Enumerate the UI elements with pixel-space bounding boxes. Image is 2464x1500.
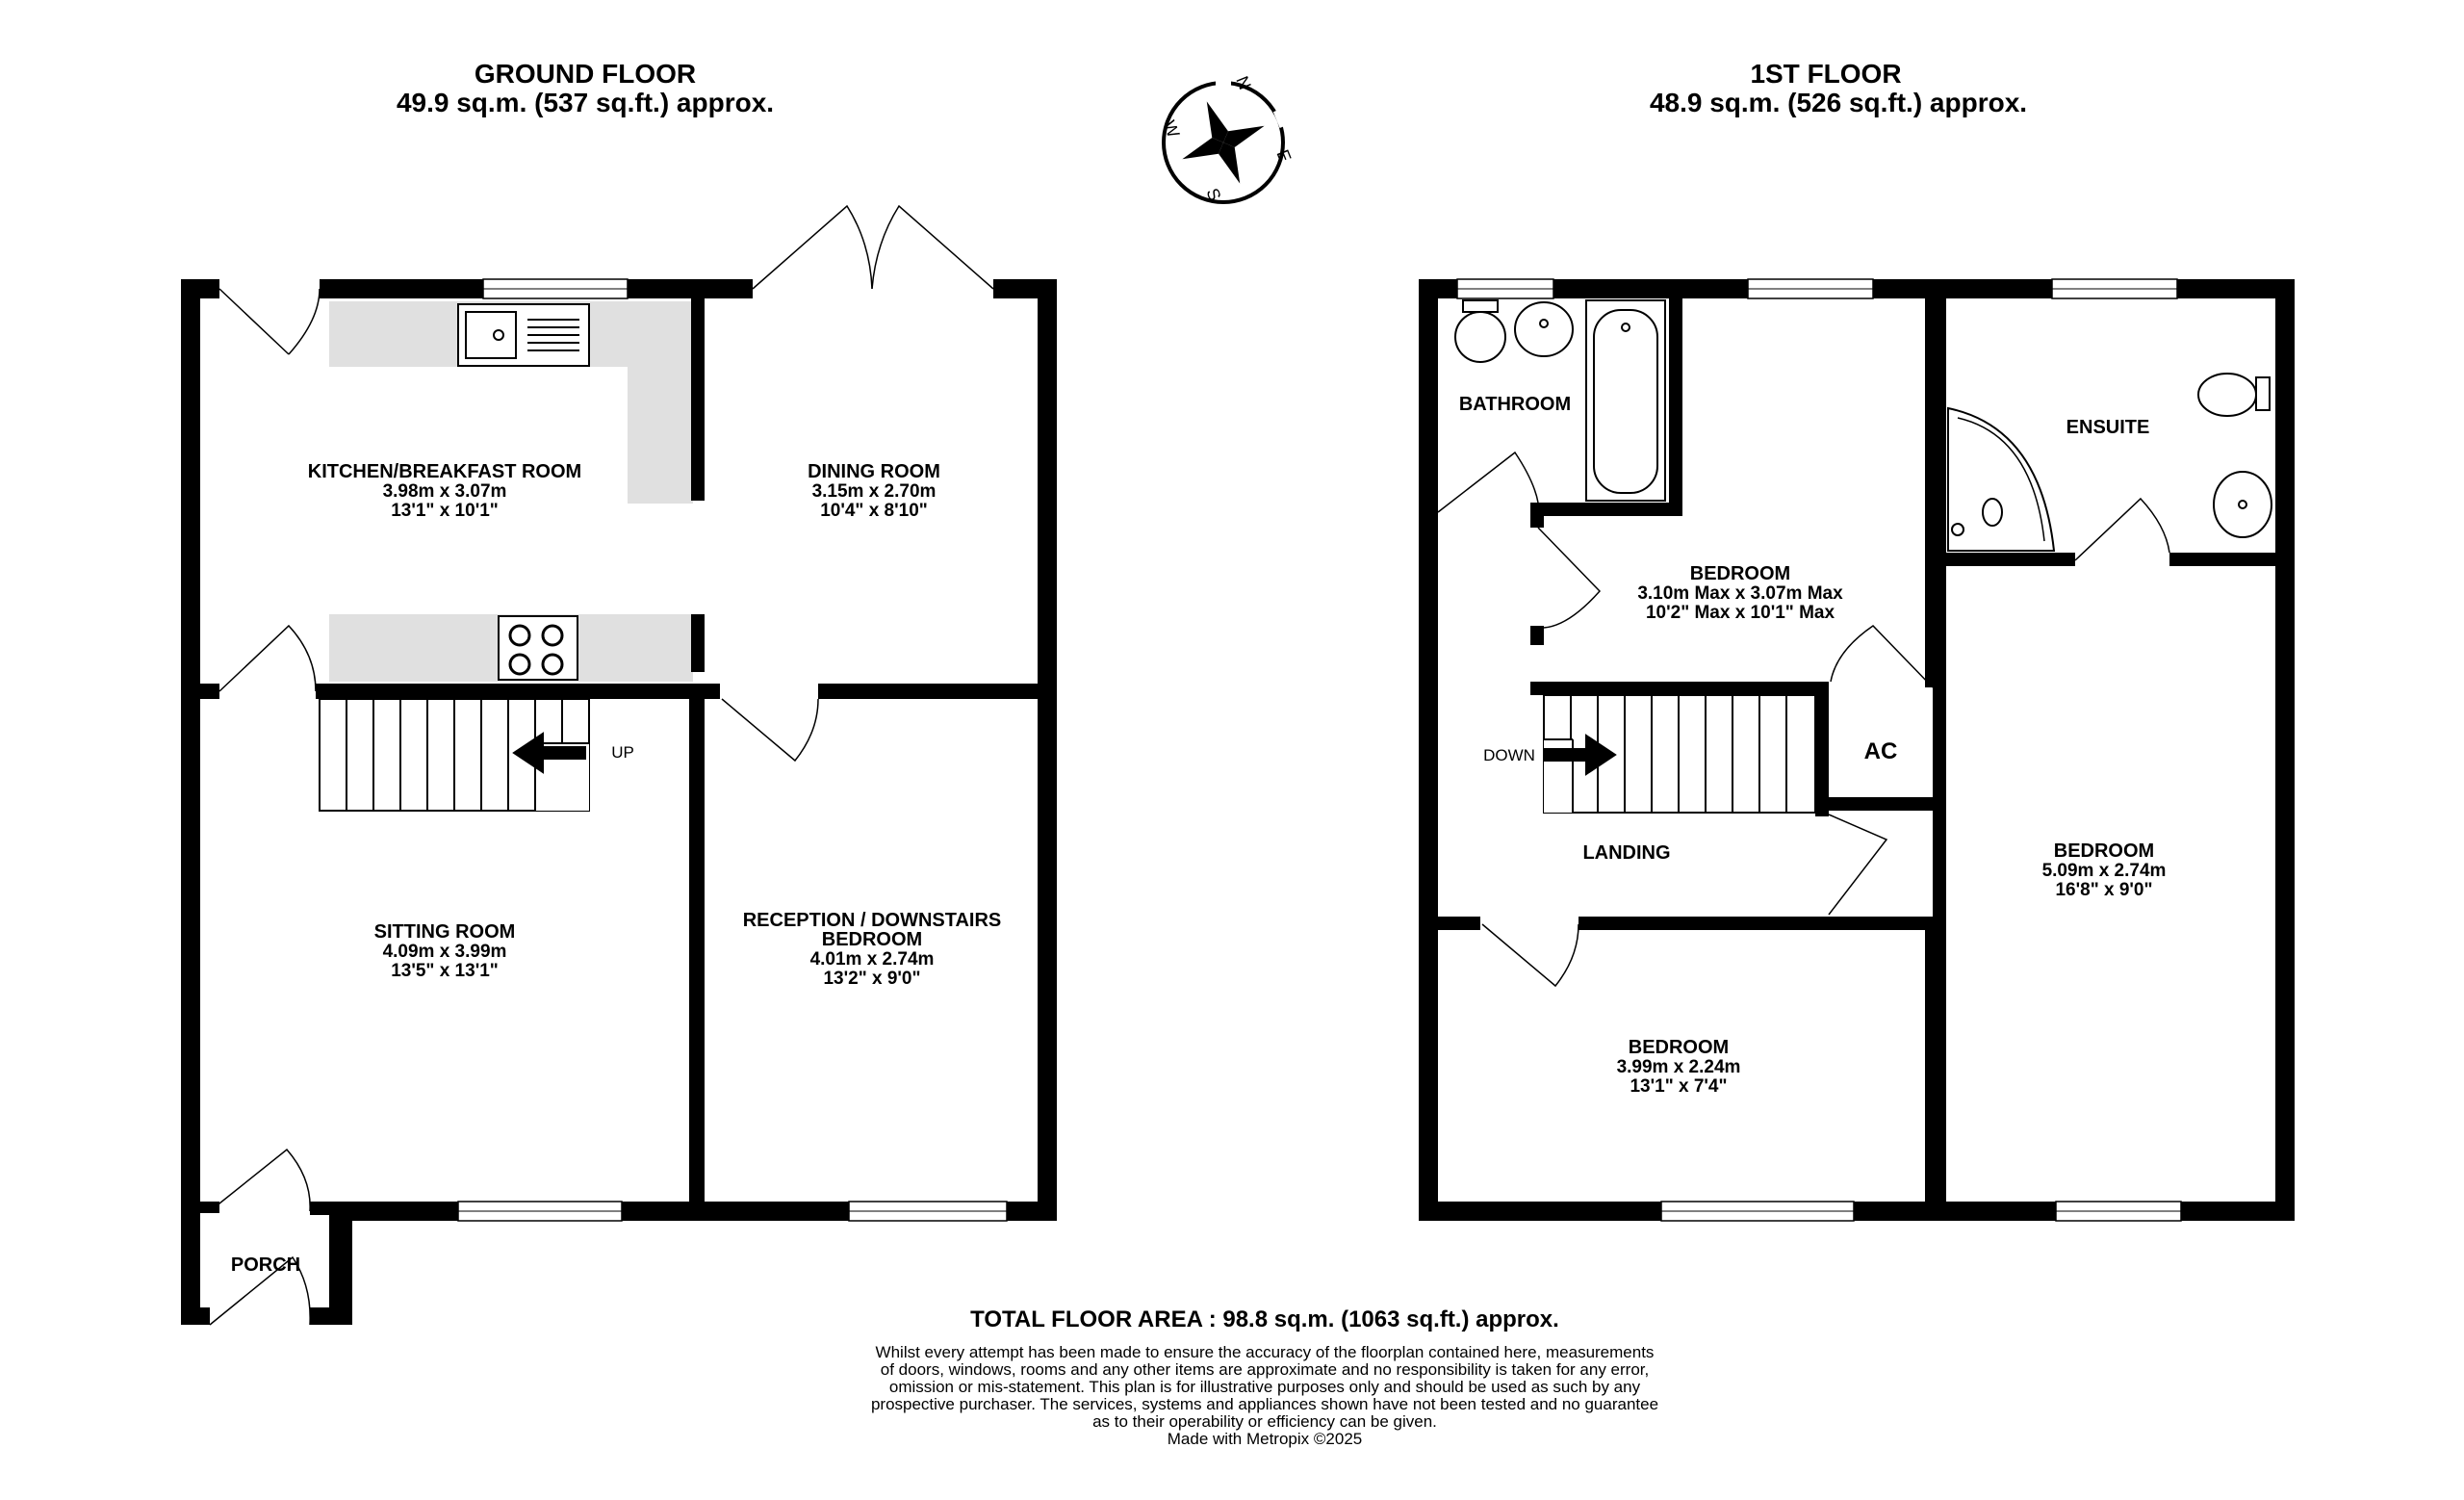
compass-west-letter: W [1159, 117, 1184, 141]
sitting-imperial: 13'5" x 13'1" [391, 961, 499, 981]
dining-imperial: 10'4" x 8'10" [820, 501, 928, 521]
first-floor-stairs [1544, 695, 1815, 813]
total-floor-area: TOTAL FLOOR AREA : 98.8 sq.m. (1063 sq.ft.) approx. [970, 1306, 1559, 1332]
kitchen-metric: 3.98m x 3.07m [382, 481, 507, 502]
stairs-down-label: DOWN [1483, 746, 1535, 764]
compass-south-letter: S [1202, 185, 1225, 204]
bedroom-bottom-imperial: 13'1" x 7'4" [1630, 1076, 1728, 1097]
reception-name-line2: BEDROOM [821, 929, 923, 950]
stairs-up-label: UP [611, 743, 634, 762]
bedroom-mid-imperial: 10'2" Max x 10'1" Max [1645, 603, 1835, 623]
bath-icon [1586, 300, 1665, 501]
reception-name-line1: RECEPTION / DOWNSTAIRS [742, 910, 1002, 931]
ensuite-name: ENSUITE [2066, 417, 2150, 438]
bedroom-mid-metric: 3.10m Max x 3.07m Max [1637, 583, 1843, 604]
shower-icon [1948, 408, 2054, 551]
porch-name: PORCH [230, 1254, 301, 1276]
kitchen-imperial: 13'1" x 10'1" [391, 501, 499, 521]
bedroom-right-metric: 5.09m x 2.74m [2041, 861, 2167, 881]
disclaimer-line-6: Made with Metropix ©2025 [1167, 1430, 1363, 1448]
reception-metric: 4.01m x 2.74m [809, 949, 935, 970]
kitchen-sink-icon [458, 304, 589, 366]
landing-name: LANDING [1582, 842, 1671, 864]
bathroom-door [1438, 453, 1538, 512]
ground-floor-stairs [320, 699, 589, 811]
dining-metric: 3.15m x 2.70m [811, 481, 937, 502]
kitchen-back-door [219, 289, 320, 354]
compass-east-letter: E [1272, 146, 1296, 166]
disclaimer-line-5: as to their operability or efficiency can be given. [1092, 1412, 1437, 1431]
disclaimer-line-2: of doors, windows, rooms and any other items are approximate and no responsibility is taken for any error, [880, 1360, 1650, 1379]
bedroom-right-imperial: 16'8" x 9'0" [2055, 880, 2153, 900]
ensuite-door [2075, 499, 2169, 560]
kitchen-sitting-door [219, 626, 316, 691]
kitchen-name: KITCHEN/BREAKFAST ROOM [307, 461, 582, 482]
disclaimer-line-4: prospective purchaser. The services, systems and appliances shown have not been tested and no guarantee [870, 1395, 1659, 1413]
compass-rose-icon [1164, 71, 1296, 202]
ac-cupboard-door [1831, 626, 1933, 687]
compass-north-letter: N [1232, 73, 1255, 92]
toilet-icon [1455, 300, 1505, 362]
bedroom-right-door [1829, 815, 1886, 915]
sitting-metric: 4.09m x 3.99m [382, 942, 507, 962]
bathroom-name: BATHROOM [1458, 394, 1572, 415]
bedroom-bottom-name: BEDROOM [1628, 1037, 1730, 1058]
ensuite-basin-icon [2214, 472, 2272, 537]
bedroom-mid-name: BEDROOM [1689, 563, 1791, 584]
disclaimer-line-3: omission or mis-statement. This plan is for illustrative purposes only and should be used as such by any [888, 1378, 1641, 1396]
first-floor-title: 1ST FLOOR [1750, 59, 1902, 89]
reception-imperial: 13'2" x 9'0" [823, 969, 921, 989]
ac-label: AC [1863, 738, 1898, 764]
bedroom-right-name: BEDROOM [2053, 841, 2155, 862]
basin-icon [1515, 302, 1573, 356]
first-floor-plan [1419, 279, 2295, 1221]
ground-floor-title: GROUND FLOOR [474, 59, 697, 89]
bedroom-bottom-door [1482, 924, 1578, 986]
french-doors [753, 206, 993, 289]
dining-reception-door [722, 699, 818, 761]
ensuite-toilet-icon [2198, 374, 2270, 416]
ground-floor-area: 49.9 sq.m. (537 sq.ft.) approx. [396, 88, 775, 117]
porch-inner-door [210, 1150, 310, 1211]
bedroom-mid-door [1538, 528, 1600, 628]
hob-icon [499, 616, 578, 680]
bedroom-bottom-metric: 3.99m x 2.24m [1616, 1057, 1741, 1077]
first-floor-area: 48.9 sq.m. (526 sq.ft.) approx. [1649, 88, 2028, 117]
kitchen-counter-side [628, 301, 693, 504]
disclaimer-line-1: Whilst every attempt has been made to ensure the accuracy of the floorplan contained here, measurements [875, 1343, 1655, 1361]
dining-name: DINING ROOM [808, 461, 940, 482]
sitting-name: SITTING ROOM [373, 921, 516, 943]
ground-floor-plan [181, 206, 1057, 1325]
